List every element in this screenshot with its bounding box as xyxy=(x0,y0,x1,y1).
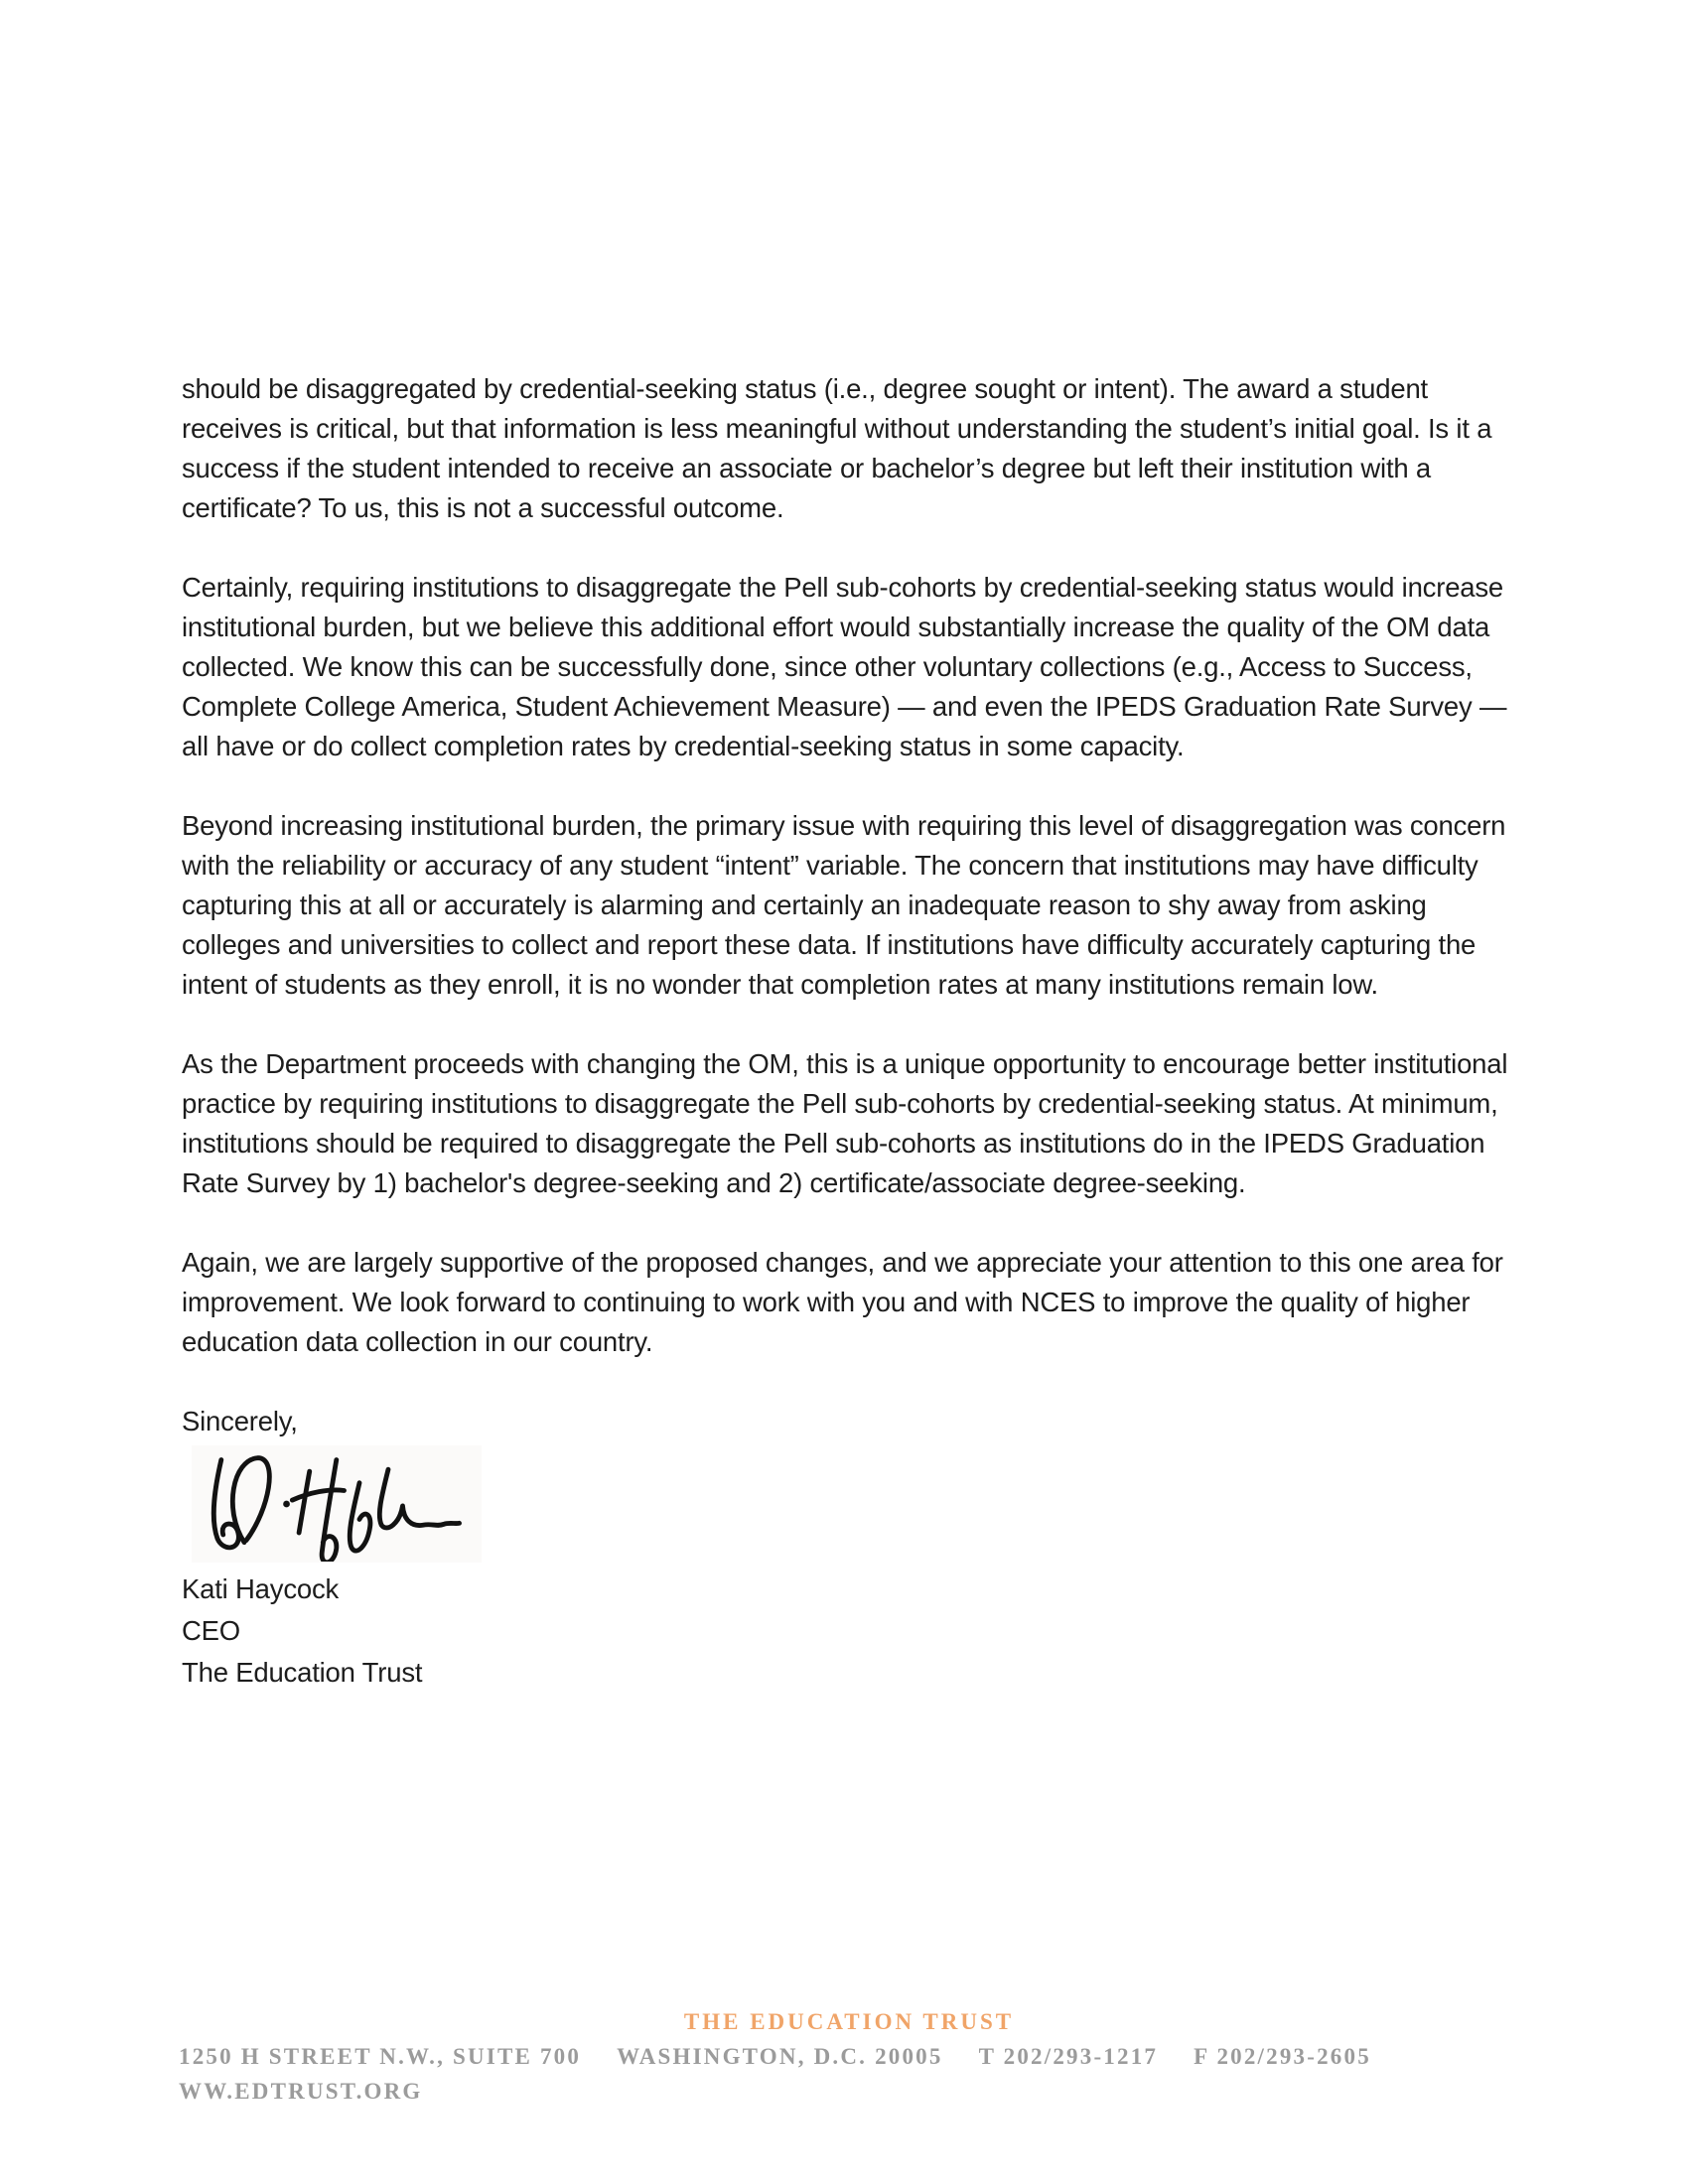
paragraph-5: Again, we are largely supportive of the proposed changes, and we appreciate your attention to this one area for improvement. We look forward to continuing to work with you and with NCES to improve the quality of higher education data collection in our country. xyxy=(182,1247,1503,1357)
paragraph-3: Beyond increasing institutional burden, the primary issue with requiring this level of disaggregation was concern with the reliability or accuracy of any student “intent” variable. The concern that institutions may have difficulty capturing this at all or accurately is alarming and certainly an inadequate reason to shy away from asking colleges and universities to collect and report these data. If institutions have difficulty accurately capturing the intent of students as they enroll, it is no wonder that completion rates at many institutions remain low. xyxy=(182,810,1506,1000)
footer-address: 1250 H STREET N.W., SUITE 700 xyxy=(179,2044,582,2069)
page-footer xyxy=(179,2009,1519,2105)
paragraph-4: As the Department proceeds with changing the OM, this is a unique opportunity to encourage better institutional practice by requiring institutions to disaggregate the Pell sub-cohorts by credential-seeking status. At minimum, institutions should be required to disaggregate the Pell sub-cohorts as institutions do in the IPEDS Graduation Rate Survey by 1) bachelor's degree-seeking and 2) certificate/associate degree-seeking. xyxy=(182,1048,1508,1198)
footer-contact-line xyxy=(179,2044,1519,2070)
footer-city: WASHINGTON, D.C. 20005 xyxy=(617,2044,943,2069)
paragraph-2: Certainly, requiring institutions to disaggregate the Pell sub-cohorts by credential-seeking status would increase institutional burden, but we believe this additional effort would substantially increase the quality of the OM data collected. We know this can be successfully done, since other voluntary collections (e.g., Access to Success, Complete College America, Student Achievement Measure) — and even the IPEDS Graduation Rate Survey — all have or do collect completion rates by credential-seeking status in some capacity. xyxy=(182,572,1507,761)
footer-fax: F 202/293-2605 xyxy=(1194,2044,1371,2069)
signature xyxy=(192,1445,482,1563)
footer-website: WW.EDTRUST.ORG xyxy=(179,2079,423,2104)
closing-salutation: Sincerely, xyxy=(182,1406,298,1436)
signature-block xyxy=(182,1569,1517,1694)
paragraph-1: should be disaggregated by credential-seeking status (i.e., degree sought or intent). The award a student receives is critical, but that information is less meaningful without understanding the student’s initial goal. Is it a success if the student intended to receive an associate or bachelor’s degree but left their institution with a certificate? To us, this is not a successful outcome. xyxy=(182,373,1492,523)
signature-image xyxy=(192,1446,470,1562)
signatory-name: Kati Haycock xyxy=(182,1573,340,1604)
signatory-organization: The Education Trust xyxy=(182,1657,423,1688)
letter-body xyxy=(182,369,1517,1694)
footer-phone: T 202/293-1217 xyxy=(978,2044,1159,2069)
footer-org-name: THE EDUCATION TRUST xyxy=(683,2009,1015,2034)
signatory-title: CEO xyxy=(182,1615,240,1646)
